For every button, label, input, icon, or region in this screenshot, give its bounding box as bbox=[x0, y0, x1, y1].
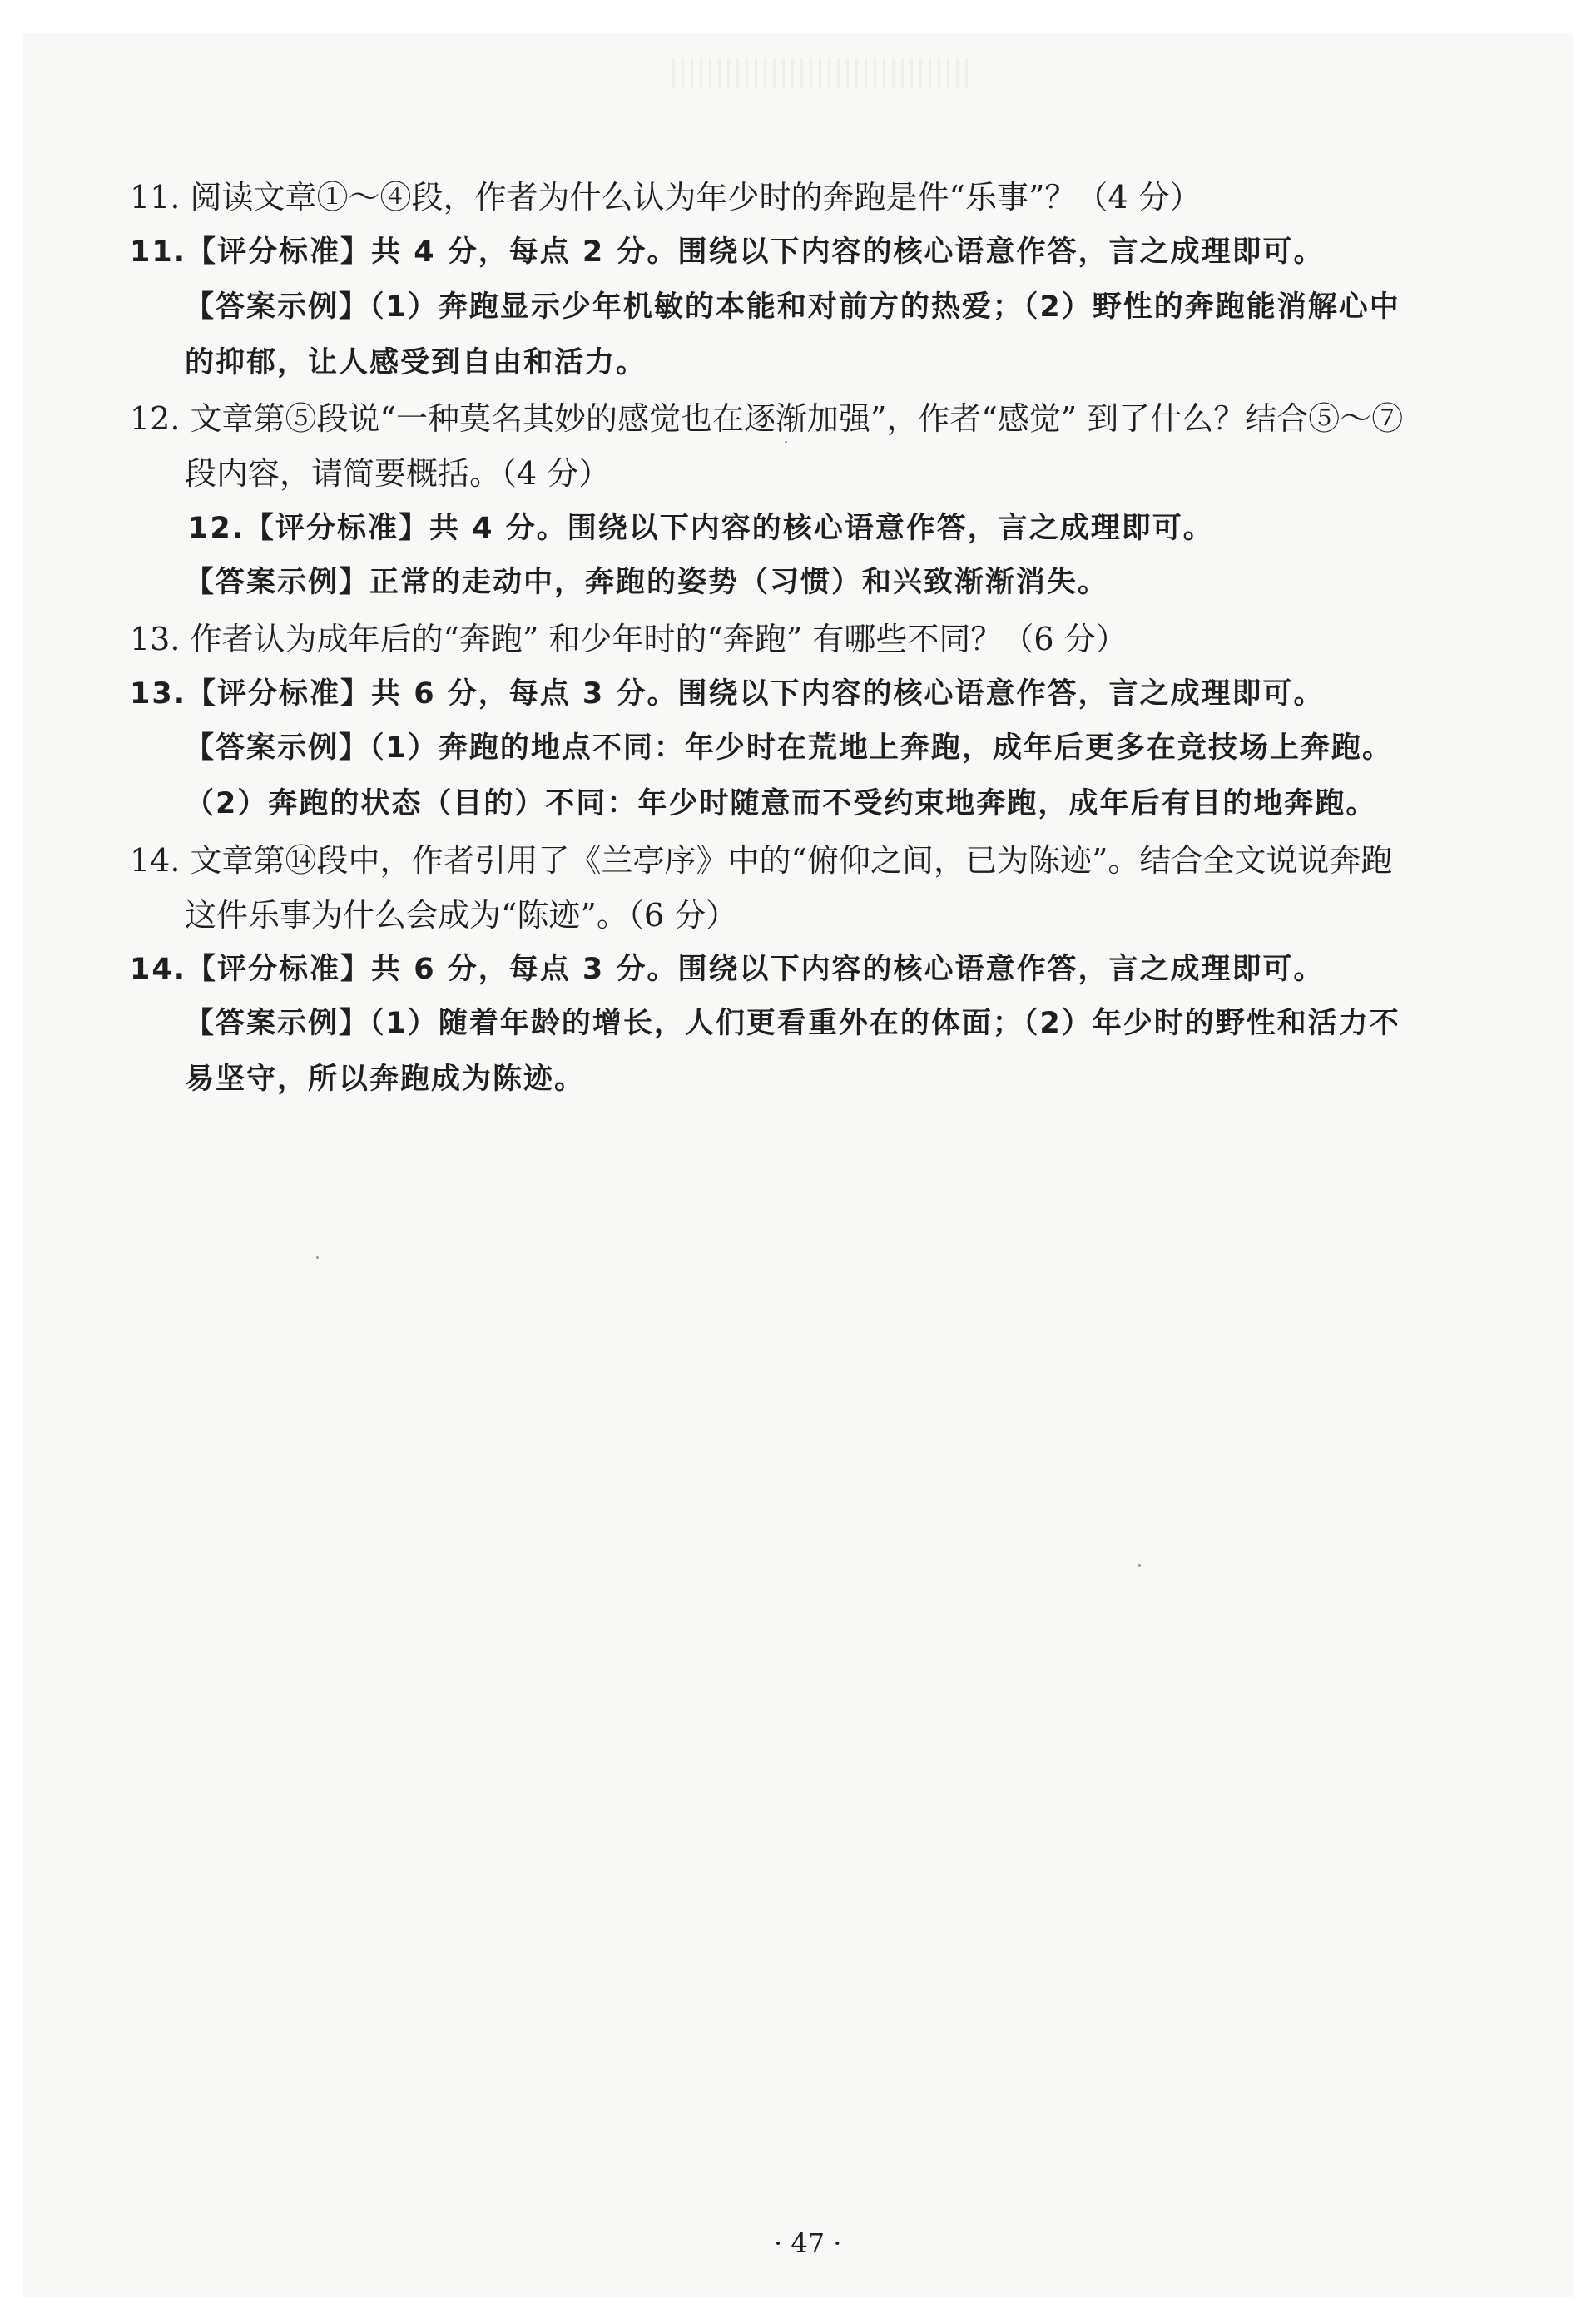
answer-11-scoring-line: 11.【评分标准】共 4 分，每点 2 分。围绕以下内容的核心语意作答，言之成理即可。 bbox=[130, 235, 1325, 269]
question-11-line-1: 11. 阅读文章①～④段，作者为什么认为年少时的奔跑是件“乐事”？（4 分） bbox=[130, 179, 1202, 216]
answer-12-scoring-line: 12.【评分标准】共 4 分。围绕以下内容的核心语意作答，言之成理即可。 bbox=[188, 512, 1214, 545]
question-14-line-1: 14. 文章第⑭段中，作者引用了《兰亭序》中的“俯仰之间，已为陈迹”。结合全文说说奔跑 bbox=[130, 842, 1393, 879]
scan-speck bbox=[1138, 1564, 1141, 1567]
document-page bbox=[23, 33, 1573, 2297]
answer-14-example-line-1: 【答案示例】（1）随着年龄的增长，人们更看重外在的体面；（2）年少时的野性和活力不 bbox=[185, 1007, 1400, 1040]
scan-speck bbox=[316, 1256, 319, 1259]
scan-artifact bbox=[672, 58, 972, 88]
question-14-line-2: 这件乐事为什么会成为“陈迹”。（6 分） bbox=[185, 897, 738, 934]
question-12-line-2: 段内容，请简要概括。（4 分） bbox=[185, 455, 611, 492]
answer-13-scoring-line: 13.【评分标准】共 6 分，每点 3 分。围绕以下内容的核心语意作答，言之成理即可。 bbox=[130, 677, 1325, 711]
scan-speck bbox=[785, 441, 787, 443]
answer-11-example-line-1: 【答案示例】（1）奔跑显示少年机敏的本能和对前方的热爱；（2）野性的奔跑能消解心中 bbox=[185, 290, 1400, 324]
answer-14-scoring-line: 14.【评分标准】共 6 分，每点 3 分。围绕以下内容的核心语意作答，言之成理即可。 bbox=[130, 953, 1325, 986]
question-13-line-1: 13. 作者认为成年后的“奔跑” 和少年时的“奔跑” 有哪些不同？（6 分） bbox=[130, 621, 1128, 657]
answer-12-example-line: 【答案示例】正常的走动中，奔跑的姿势（习惯）和兴致渐渐消失。 bbox=[185, 566, 1109, 599]
answer-11-example-line-2: 的抑郁，让人感受到自由和活力。 bbox=[185, 346, 647, 379]
answer-14-example-line-2: 易坚守，所以奔跑成为陈迹。 bbox=[185, 1063, 586, 1096]
answer-13-example-line-1: 【答案示例】（1）奔跑的地点不同：年少时在荒地上奔跑，成年后更多在竞技场上奔跑。 bbox=[185, 731, 1393, 765]
page-number: · 47 · bbox=[774, 2227, 842, 2259]
question-12-line-1: 12. 文章第⑤段说“一种莫名其妙的感觉也在逐渐加强”，作者“感觉” 到了什么？结合⑤～⑦ bbox=[130, 400, 1404, 437]
answer-13-example-line-2: （2）奔跑的状态（目的）不同：年少时随意而不受约束地奔跑，成年后有目的地奔跑。 bbox=[185, 787, 1377, 820]
